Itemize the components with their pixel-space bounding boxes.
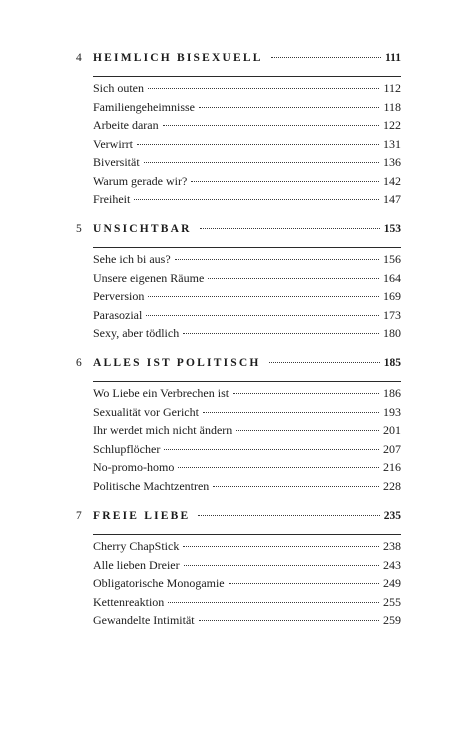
dot-leader — [163, 125, 379, 126]
toc-entry — [93, 81, 401, 100]
entry-title: Sich outen — [93, 81, 144, 95]
toc-entry — [93, 289, 401, 308]
toc-entry — [93, 595, 401, 614]
entry-page-number: 156 — [383, 252, 401, 266]
chapter-heading — [76, 510, 401, 534]
dot-leader — [229, 583, 379, 584]
chapter-heading — [76, 357, 401, 381]
entry-title: No-promo-homo — [93, 460, 175, 474]
toc-entry — [93, 192, 401, 211]
entry-title: Kettenreaktion — [93, 594, 165, 609]
chapter-rule — [93, 381, 401, 382]
chapter-title: FREIE LIEBE — [93, 510, 191, 522]
dot-leader — [208, 278, 379, 279]
toc-entry — [93, 539, 401, 558]
toc-entry — [93, 479, 401, 498]
toc-entry — [93, 386, 401, 405]
entry-title: Familiengeheimnisse — [93, 99, 195, 114]
dot-leader — [134, 199, 379, 200]
chapter-title: HEIMLICH BISEXUELL — [93, 52, 263, 64]
entry-page-number: 118 — [383, 99, 401, 114]
entry-page-number: 186 — [383, 386, 401, 400]
entry-page-number: 243 — [383, 557, 401, 572]
dot-leader — [191, 181, 379, 182]
entry-title: Ihr werdet mich nicht ändern — [93, 423, 233, 437]
dot-leader — [178, 467, 379, 468]
dot-leader — [148, 88, 379, 89]
chapter-title: ALLES IST POLITISCH — [93, 357, 261, 369]
entry-page-number: 142 — [383, 173, 401, 188]
toc-entry — [93, 155, 401, 174]
dot-leader — [168, 602, 379, 603]
entry-title: Gewandelte Intimität — [93, 613, 195, 627]
dot-leader — [146, 315, 379, 316]
entry-title: Biversität — [93, 155, 140, 169]
entry-page-number: 112 — [383, 81, 401, 95]
chapter-6 — [76, 357, 401, 497]
dot-leader — [198, 515, 379, 516]
entry-page-number: 201 — [383, 423, 401, 437]
entry-title: Arbeite daran — [93, 118, 159, 132]
toc-entry — [93, 613, 401, 632]
chapter-page-number: 185 — [383, 357, 401, 369]
chapter-4 — [76, 52, 401, 211]
toc-entry — [93, 460, 401, 479]
toc-entry — [93, 442, 401, 461]
toc-entry — [93, 252, 401, 271]
entry-title: Unsere eigenen Räume — [93, 270, 205, 285]
toc-entry — [93, 558, 401, 577]
entry-page-number: 169 — [383, 289, 401, 303]
toc-entry — [93, 100, 401, 119]
dot-leader — [137, 144, 379, 145]
entry-title: Perversion — [93, 289, 145, 303]
entry-title: Sexy, aber tödlich — [93, 326, 180, 340]
entry-page-number: 173 — [383, 307, 401, 322]
entry-page-number: 238 — [383, 539, 401, 553]
chapter-7 — [76, 510, 401, 632]
entry-title: Obligatorische Monogamie — [93, 576, 225, 590]
entry-page-number: 193 — [383, 404, 401, 419]
chapter-number: 5 — [76, 223, 82, 235]
toc-entry — [93, 326, 401, 345]
dot-leader — [236, 430, 379, 431]
dot-leader — [213, 486, 379, 487]
dot-leader — [269, 362, 380, 363]
chapter-heading — [76, 223, 401, 247]
entry-page-number: 122 — [383, 118, 401, 132]
dot-leader — [271, 57, 381, 58]
dot-leader — [183, 546, 379, 547]
dot-leader — [164, 449, 379, 450]
chapter-heading — [76, 52, 401, 76]
toc-entry — [93, 174, 401, 193]
entry-page-number: 180 — [383, 326, 401, 340]
entry-title: Alle lieben Dreier — [93, 557, 180, 572]
chapter-rule — [93, 247, 401, 248]
chapter-number: 4 — [76, 52, 82, 64]
dot-leader — [148, 296, 379, 297]
dot-leader — [199, 107, 379, 108]
entry-page-number: 216 — [383, 460, 401, 474]
entry-page-number: 255 — [383, 594, 401, 609]
entry-page-number: 259 — [383, 613, 401, 627]
entry-title: Politische Machtzentren — [93, 478, 210, 493]
chapter-title: UNSICHTBAR — [93, 223, 192, 235]
dot-leader — [199, 620, 379, 621]
entry-title: Freiheit — [93, 192, 131, 206]
chapter-rule — [93, 76, 401, 77]
dot-leader — [200, 228, 380, 229]
dot-leader — [233, 393, 379, 394]
entry-page-number: 131 — [383, 136, 401, 151]
entry-title: Cherry ChapStick — [93, 539, 180, 553]
entry-page-number: 228 — [383, 478, 401, 493]
toc-entry — [93, 271, 401, 290]
toc-entry — [93, 423, 401, 442]
chapter-page-number: 111 — [385, 52, 401, 64]
toc-entry — [93, 308, 401, 327]
entry-title: Wo Liebe ein Verbrechen ist — [93, 386, 230, 400]
entry-page-number: 249 — [383, 576, 401, 590]
toc-entry — [93, 576, 401, 595]
entry-page-number: 207 — [383, 441, 401, 456]
dot-leader — [184, 565, 379, 566]
entry-page-number: 136 — [383, 155, 401, 169]
chapter-number: 6 — [76, 357, 82, 369]
chapter-5 — [76, 223, 401, 345]
entry-title: Schlupflöcher — [93, 441, 161, 456]
dot-leader — [183, 333, 379, 334]
entry-page-number: 147 — [383, 192, 401, 206]
entry-title: Warum gerade wir? — [93, 173, 188, 188]
toc-entry — [93, 118, 401, 137]
entry-title: Sehe ich bi aus? — [93, 252, 171, 266]
toc-entry — [93, 405, 401, 424]
entry-title: Sexualität vor Gericht — [93, 404, 199, 419]
entry-title: Parasozial — [93, 307, 143, 322]
toc-entry — [93, 137, 401, 156]
dot-leader — [203, 412, 379, 413]
chapter-page-number: 153 — [383, 223, 401, 235]
entry-page-number: 164 — [383, 270, 401, 285]
dot-leader — [144, 162, 379, 163]
chapter-page-number: 235 — [383, 510, 401, 522]
chapter-number: 7 — [76, 510, 82, 522]
dot-leader — [175, 259, 379, 260]
chapter-rule — [93, 534, 401, 535]
entry-title: Verwirrt — [93, 136, 133, 151]
